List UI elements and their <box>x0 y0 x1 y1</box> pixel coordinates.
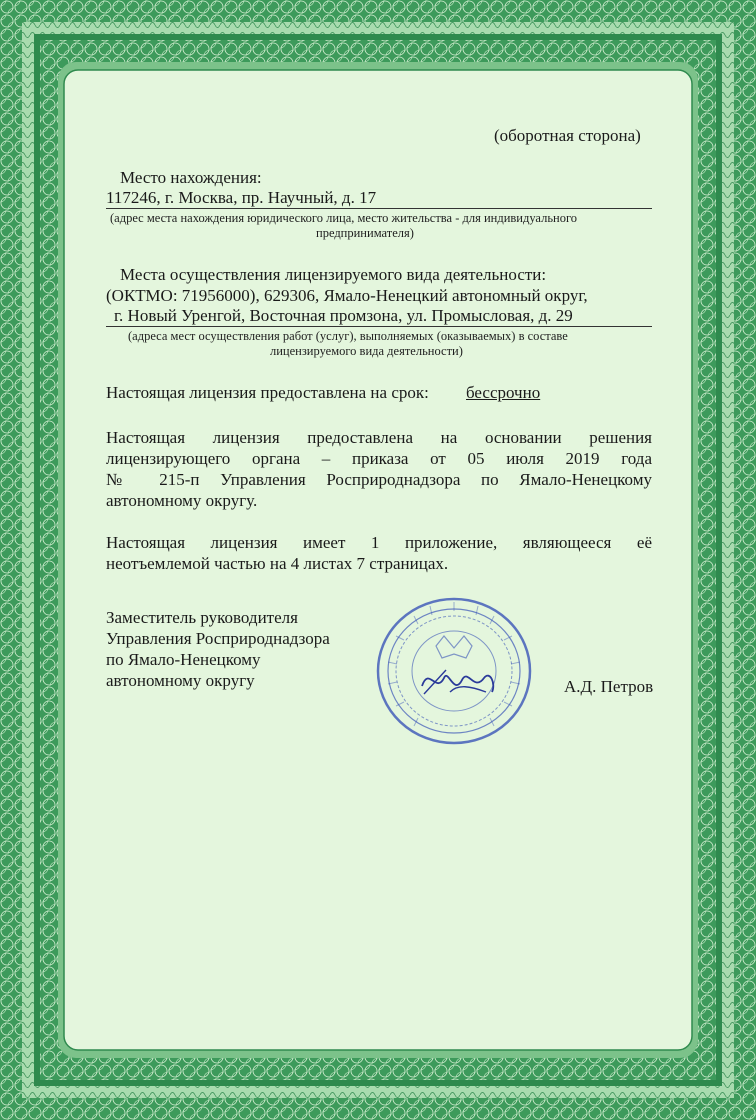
signatory-title-3: по Ямало-Ненецкому <box>106 650 261 669</box>
location-rule <box>106 208 652 209</box>
location-address: 117246, г. Москва, пр. Научный, д. 17 <box>106 188 377 207</box>
signatory-name: А.Д. Петров <box>564 677 654 696</box>
appendix-line-1: Настоящая лицензия имеет 1 приложение, являющееся её <box>106 533 652 552</box>
activity-label: Места осуществления лицензируемого вида деятельности: <box>120 265 547 284</box>
activity-line-1: (ОКТМО: 71956000), 629306, Ямало-Ненецкий автономный округ, <box>106 286 588 305</box>
activity-hint-1: (адреса мест осуществления работ (услуг), выполняемых (оказываемых) в составе <box>128 329 568 343</box>
appendix-line-2: неотъемлемой частью на 4 листах 7 страницах. <box>106 554 449 573</box>
side-label: (оборотная сторона) <box>494 126 641 145</box>
signatory-title-1: Заместитель руководителя <box>106 608 298 627</box>
signatory-title-2: Управления Росприроднадзора <box>106 629 330 648</box>
activity-hint-2: лицензируемого вида деятельности) <box>270 344 463 358</box>
location-label: Место нахождения: <box>120 168 262 187</box>
basis-line-3: № 215-п Управления Росприроднадзора по Ямало-Ненецкому <box>106 470 652 489</box>
official-stamp <box>374 596 534 746</box>
term-value: бессрочно <box>466 383 541 402</box>
activity-line-2: г. Новый Уренгой, Восточная промзона, ул. Промысловая, д. 29 <box>114 306 573 325</box>
location-hint-1: (адрес места нахождения юридического лица, место жительства - для индивидуального <box>110 211 578 225</box>
term-label: Настоящая лицензия предоставлена на срок: <box>106 383 429 402</box>
basis-line-1: Настоящая лицензия предоставлена на основании решения <box>106 428 652 447</box>
basis-line-2: лицензирующего органа – приказа от 05 июля 2019 года <box>106 449 652 468</box>
location-hint-2: предпринимателя) <box>316 226 414 240</box>
signatory-title-4: автономному округу <box>106 671 255 690</box>
basis-line-4: автономному округу. <box>106 491 258 510</box>
activity-rule <box>106 326 652 327</box>
